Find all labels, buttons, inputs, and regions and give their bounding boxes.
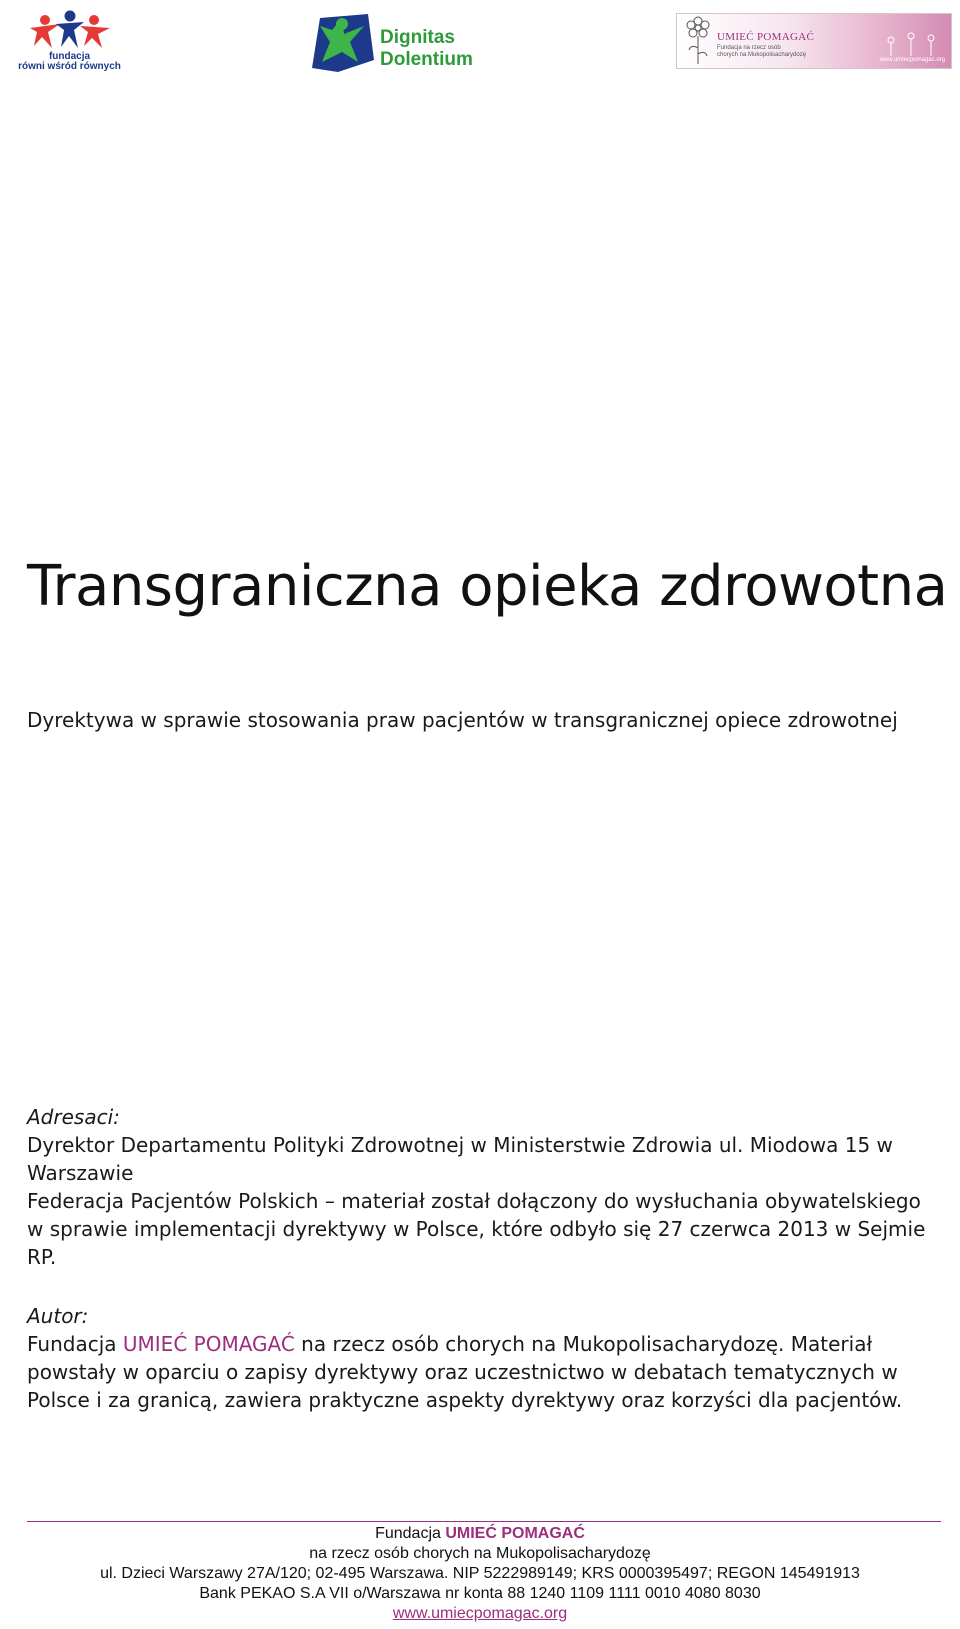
footer-bank: Bank PEKAO S.A VII o/Warszawa nr konta 88 1240 1109 1111 0010 4080 8030 [199, 1585, 761, 1602]
flower-icon [681, 14, 715, 68]
author-text: na rzecz osób chorych na Mukopolisacharydozę. Materiał powstały w oparciu o zapisy dyrektywy oraz uczestnictwo w debatach tematycznych w Polsce i za granicą, zawiera praktyczne aspekty dyrektywy oraz korzyści dla pacjentów. [27, 1332, 903, 1412]
logo-subtitle-line: chorych na Mukopolisacharydozę [717, 52, 807, 58]
logo-url: www.umiecpomagac.org [879, 57, 945, 63]
footer-org-line [0, 1524, 960, 1544]
dignitas-figure-icon [308, 12, 378, 74]
people-figures-icon [12, 10, 127, 52]
footer [0, 1524, 960, 1624]
page-title: Transgraniczna opieka zdrowotna [27, 554, 948, 619]
recipients-label: Adresaci: [27, 1105, 120, 1129]
recipient-paragraph: Federacja Pacjentów Polskich – materiał został dołączony do wysłuchania obywatelskiego w sprawie implementacji dyrektywy w Polsce, które odbyło się 27 czerwca 2013 w Sejmie RP. [27, 1189, 926, 1269]
logo-text-line: równi wśród równych [18, 61, 121, 72]
author-prefix: Fundacja [27, 1332, 123, 1356]
footer-org-brand: UMIEĆ POMAGAĆ [445, 1525, 585, 1542]
dignitas-dolentium-logo [308, 12, 478, 74]
page-subtitle: Dyrektywa w sprawie stosowania praw pacjentów w transgranicznej opiece zdrowotnej [27, 708, 898, 732]
author-section [27, 1302, 937, 1414]
recipients-section [27, 1103, 937, 1271]
footer-website-link[interactable]: www.umiecpomagac.org [392, 1605, 568, 1622]
footer-divider [27, 1521, 941, 1522]
author-label: Autor: [27, 1304, 89, 1328]
fundacja-rowni-logo [12, 10, 127, 74]
footer-line: na rzecz osób chorych na Mukopolisacharydozę [309, 1545, 651, 1562]
logo-subtitle-line: Fundacja na rzecz osób [717, 45, 781, 51]
author-paragraph [27, 1330, 937, 1414]
logo-title: UMIEĆ POMAGAĆ [717, 31, 815, 43]
author-brand: UMIEĆ POMAGAĆ [122, 1332, 295, 1356]
small-flowers-icon [883, 28, 943, 58]
umiec-pomagac-logo [676, 13, 952, 69]
footer-address: ul. Dzieci Warszawy 27A/120; 02-495 Warszawa. NIP 5222989149; KRS 0000395497; REGON 145491913 [100, 1565, 860, 1582]
logo-text-line: Dolentium [380, 49, 473, 70]
recipient-paragraph: Dyrektor Departamentu Polityki Zdrowotnej w Ministerstwie Zdrowia ul. Miodowa 15 w Warszawie [27, 1133, 893, 1185]
footer-org-prefix: Fundacja [375, 1525, 446, 1542]
logo-text-line: fundacja [48, 51, 91, 62]
logo-text-line: Dignitas [380, 27, 455, 48]
